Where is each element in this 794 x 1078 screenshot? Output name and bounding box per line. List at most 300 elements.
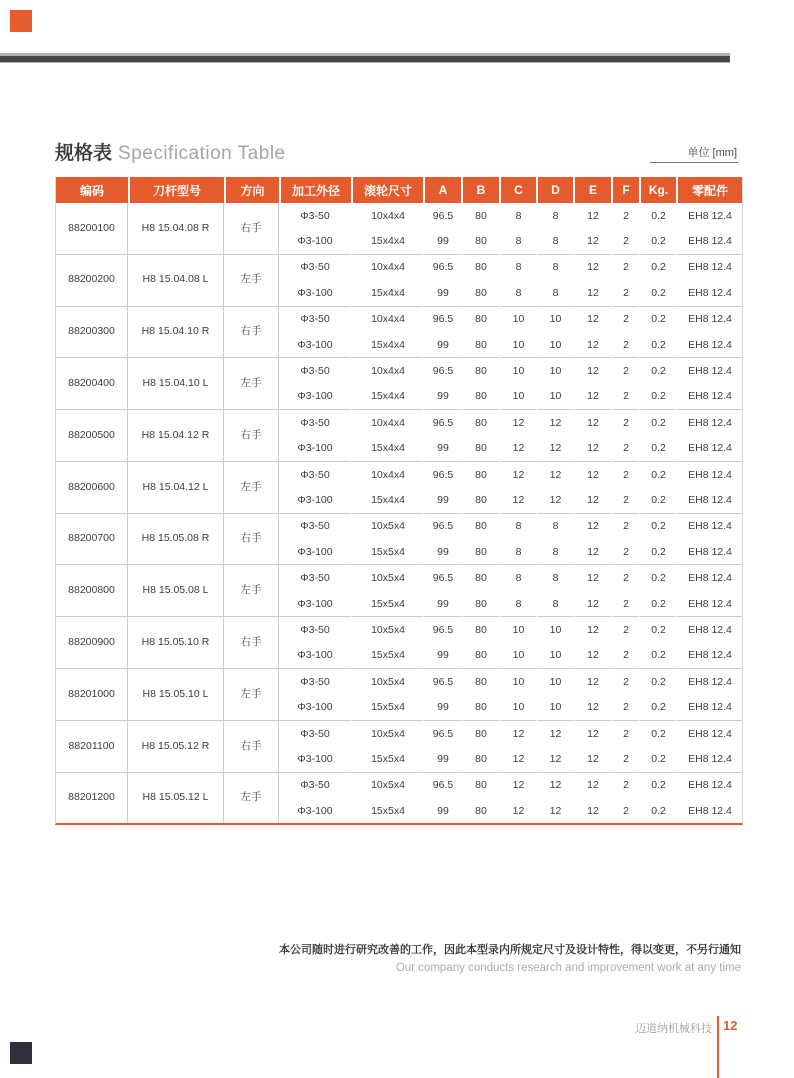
spec-row	[56, 564, 742, 590]
cell-value: 15x4x4	[351, 384, 423, 409]
cell-value: 80	[461, 280, 499, 305]
cell-value: 80	[461, 746, 499, 771]
cell-value: 10	[536, 357, 573, 383]
cell-value: 12	[499, 720, 536, 746]
cell-value: 2	[611, 616, 639, 642]
cell-model: H8 15.04.10 R	[128, 306, 224, 358]
header-cell: 零配件	[676, 177, 742, 203]
cell-value: 10	[536, 332, 573, 357]
cell-value: 8	[499, 228, 536, 253]
cell-value: Φ3-50	[279, 357, 351, 383]
cell-value: 80	[461, 254, 499, 280]
cell-value: EH8 12.4	[676, 513, 742, 539]
cell-value: 8	[536, 203, 573, 228]
cell-value: 2	[611, 461, 639, 487]
cell-code: 88200500	[56, 409, 128, 461]
cell-code: 88200200	[56, 254, 128, 306]
cell-value: 2	[611, 254, 639, 280]
cell-model: H8 15.04.12 L	[128, 461, 224, 513]
cell-value: 12	[573, 694, 611, 719]
cell-model: H8 15.04.08 R	[128, 203, 224, 254]
cell-direction: 左手	[224, 564, 279, 616]
cell-value: 15x5x4	[351, 539, 423, 564]
page-title-en: Specification Table	[118, 143, 286, 164]
cell-value: Φ3-100	[279, 436, 351, 461]
cell-value: EH8 12.4	[676, 436, 742, 461]
cell-value: 12	[536, 746, 573, 771]
footer-company: 迈道纳机械科技	[635, 1023, 712, 1035]
cell-value: 12	[499, 409, 536, 435]
cell-value: 0.2	[639, 254, 676, 280]
cell-value: 80	[461, 487, 499, 512]
spec-row	[56, 616, 742, 642]
cell-value: 0.2	[639, 461, 676, 487]
cell-value: 15x5x4	[351, 694, 423, 719]
cell-value: 12	[573, 254, 611, 280]
cell-direction: 左手	[224, 772, 279, 824]
cell-value: Φ3-100	[279, 228, 351, 253]
cell-value: 0.2	[639, 694, 676, 719]
cell-value: 12	[573, 513, 611, 539]
cell-value: 0.2	[639, 746, 676, 771]
cell-value: 10x4x4	[351, 409, 423, 435]
page-title-zh: 规格表	[55, 143, 113, 164]
cell-direction: 右手	[224, 513, 279, 565]
cell-value: 12	[573, 357, 611, 383]
cell-value: 80	[461, 306, 499, 332]
cell-value: 8	[499, 254, 536, 280]
header-cell: D	[536, 177, 573, 203]
cell-value: 12	[499, 746, 536, 771]
cell-value: 12	[573, 746, 611, 771]
cell-value: 80	[461, 539, 499, 564]
cell-value: 99	[423, 746, 461, 771]
spec-table-body	[56, 203, 742, 823]
cell-value: 96.5	[423, 720, 461, 746]
cell-value: 15x5x4	[351, 591, 423, 616]
cell-value: 80	[461, 798, 499, 823]
cell-value: 8	[536, 564, 573, 590]
header-cell: A	[423, 177, 461, 203]
cell-value: 12	[499, 798, 536, 823]
cell-value: 2	[611, 720, 639, 746]
footer-divider-line	[717, 1016, 719, 1078]
cell-value: 12	[573, 409, 611, 435]
cell-value: 12	[573, 461, 611, 487]
cell-value: 80	[461, 720, 499, 746]
cell-value: 96.5	[423, 513, 461, 539]
cell-value: EH8 12.4	[676, 280, 742, 305]
cell-code: 88200800	[56, 564, 128, 616]
cell-value: 12	[573, 772, 611, 798]
cell-value: 12	[536, 798, 573, 823]
cell-value: EH8 12.4	[676, 254, 742, 280]
cell-model: H8 15.05.10 R	[128, 616, 224, 668]
cell-value: 12	[499, 487, 536, 512]
cell-value: 10	[536, 668, 573, 694]
cell-value: 0.2	[639, 616, 676, 642]
cell-value: 0.2	[639, 228, 676, 253]
cell-value: 80	[461, 409, 499, 435]
cell-value: 15x4x4	[351, 487, 423, 512]
cell-value: 99	[423, 694, 461, 719]
spec-row	[56, 668, 742, 694]
disclaimer-en: Our company conducts research and improvement work at any time	[395, 962, 741, 974]
cell-value: 10x4x4	[351, 357, 423, 383]
cell-code: 88200600	[56, 461, 128, 513]
cell-value: 10	[499, 384, 536, 409]
cell-value: 12	[573, 643, 611, 668]
cell-value: 0.2	[639, 798, 676, 823]
cell-value: 8	[536, 539, 573, 564]
cell-value: Φ3-100	[279, 280, 351, 305]
cell-value: 12	[573, 203, 611, 228]
cell-value: 0.2	[639, 513, 676, 539]
cell-value: 12	[499, 436, 536, 461]
cell-value: 96.5	[423, 772, 461, 798]
cell-value: Φ3-100	[279, 746, 351, 771]
cell-value: 10x5x4	[351, 720, 423, 746]
cell-value: Φ3-50	[279, 772, 351, 798]
cell-value: 96.5	[423, 357, 461, 383]
cell-value: 0.2	[639, 332, 676, 357]
cell-value: 10	[499, 357, 536, 383]
cell-value: 12	[536, 409, 573, 435]
cell-model: H8 15.04.12 R	[128, 409, 224, 461]
cell-value: 80	[461, 668, 499, 694]
unit-label: 单位 [mm]	[687, 147, 737, 159]
cell-value: 80	[461, 228, 499, 253]
cell-value: 10	[536, 694, 573, 719]
cell-value: 10x4x4	[351, 461, 423, 487]
cell-value: 0.2	[639, 436, 676, 461]
cell-value: Φ3-100	[279, 798, 351, 823]
cell-model: H8 15.05.08 R	[128, 513, 224, 565]
cell-value: 12	[573, 436, 611, 461]
cell-value: 8	[499, 539, 536, 564]
cell-value: Φ3-50	[279, 203, 351, 228]
cell-value: Φ3-100	[279, 643, 351, 668]
cell-value: 99	[423, 591, 461, 616]
cell-value: 8	[536, 591, 573, 616]
cell-code: 88200700	[56, 513, 128, 565]
page-number: 12	[723, 1018, 738, 1033]
cell-value: 2	[611, 539, 639, 564]
page-title	[55, 142, 286, 166]
cell-value: 12	[573, 384, 611, 409]
cell-value: 15x5x4	[351, 798, 423, 823]
cell-value: EH8 12.4	[676, 564, 742, 590]
spec-row	[56, 720, 742, 746]
cell-value: EH8 12.4	[676, 591, 742, 616]
cell-value: Φ3-50	[279, 616, 351, 642]
cell-value: 10	[499, 616, 536, 642]
top-rule-bar	[0, 53, 730, 63]
cell-value: 12	[573, 306, 611, 332]
cell-value: 12	[536, 720, 573, 746]
cell-value: 99	[423, 487, 461, 512]
cell-value: 12	[573, 228, 611, 253]
cell-value: 15x4x4	[351, 436, 423, 461]
cell-value: EH8 12.4	[676, 357, 742, 383]
cell-value: 2	[611, 436, 639, 461]
cell-value: EH8 12.4	[676, 409, 742, 435]
header-cell: B	[461, 177, 499, 203]
cell-value: 96.5	[423, 254, 461, 280]
cell-value: 96.5	[423, 668, 461, 694]
cell-value: 8	[499, 591, 536, 616]
cell-value: EH8 12.4	[676, 203, 742, 228]
cell-value: 12	[573, 280, 611, 305]
cell-code: 88201200	[56, 772, 128, 824]
cell-value: 2	[611, 746, 639, 771]
spec-row	[56, 306, 742, 332]
cell-value: 80	[461, 643, 499, 668]
cell-value: 10	[499, 668, 536, 694]
cell-value: 12	[573, 332, 611, 357]
cell-code: 88200100	[56, 203, 128, 254]
cell-value: 0.2	[639, 203, 676, 228]
cell-value: 0.2	[639, 564, 676, 590]
cell-value: 2	[611, 332, 639, 357]
cell-value: Φ3-100	[279, 539, 351, 564]
cell-direction: 右手	[224, 203, 279, 254]
cell-value: 2	[611, 228, 639, 253]
cell-value: 10x4x4	[351, 203, 423, 228]
cell-value: 0.2	[639, 487, 676, 512]
cell-value: 80	[461, 357, 499, 383]
cell-value: 10	[536, 306, 573, 332]
cell-value: 80	[461, 616, 499, 642]
cell-value: 0.2	[639, 409, 676, 435]
cell-value: Φ3-50	[279, 461, 351, 487]
cell-value: 2	[611, 306, 639, 332]
cell-value: Φ3-50	[279, 513, 351, 539]
cell-value: 12	[573, 720, 611, 746]
cell-value: EH8 12.4	[676, 539, 742, 564]
spec-row	[56, 203, 742, 228]
cell-value: EH8 12.4	[676, 228, 742, 253]
cell-value: 12	[536, 487, 573, 512]
cell-value: 0.2	[639, 384, 676, 409]
cell-value: EH8 12.4	[676, 798, 742, 823]
spec-table	[55, 177, 743, 825]
cell-value: 8	[536, 254, 573, 280]
cell-value: Φ3-100	[279, 487, 351, 512]
cell-value: 10	[499, 332, 536, 357]
cell-value: 80	[461, 513, 499, 539]
cell-code: 88201000	[56, 668, 128, 720]
cell-value: 96.5	[423, 306, 461, 332]
cell-value: 0.2	[639, 720, 676, 746]
cell-value: 8	[499, 513, 536, 539]
cell-value: 80	[461, 436, 499, 461]
corner-accent-top	[10, 10, 32, 32]
cell-value: 99	[423, 539, 461, 564]
spec-table-header-row	[56, 177, 742, 203]
cell-value: 2	[611, 564, 639, 590]
cell-value: 2	[611, 384, 639, 409]
cell-code: 88200300	[56, 306, 128, 358]
cell-value: 12	[536, 461, 573, 487]
cell-direction: 左手	[224, 668, 279, 720]
cell-value: 99	[423, 384, 461, 409]
cell-value: EH8 12.4	[676, 384, 742, 409]
cell-value: 12	[573, 487, 611, 512]
cell-value: 10	[499, 306, 536, 332]
cell-model: H8 15.04.10 L	[128, 357, 224, 409]
cell-value: 80	[461, 772, 499, 798]
cell-value: 2	[611, 487, 639, 512]
cell-value: 96.5	[423, 564, 461, 590]
cell-value: 99	[423, 280, 461, 305]
cell-code: 88200900	[56, 616, 128, 668]
cell-value: 99	[423, 332, 461, 357]
cell-model: H8 15.05.12 L	[128, 772, 224, 824]
cell-value: 2	[611, 668, 639, 694]
cell-direction: 右手	[224, 306, 279, 358]
cell-value: 8	[536, 280, 573, 305]
cell-value: 80	[461, 591, 499, 616]
spec-row	[56, 357, 742, 383]
cell-value: EH8 12.4	[676, 772, 742, 798]
header-cell: 刀杆型号	[128, 177, 224, 203]
cell-value: 15x5x4	[351, 746, 423, 771]
cell-value: 12	[536, 772, 573, 798]
cell-value: EH8 12.4	[676, 668, 742, 694]
cell-value: 12	[573, 668, 611, 694]
header-cell: Kg.	[639, 177, 676, 203]
cell-value: Φ3-100	[279, 332, 351, 357]
cell-value: Φ3-50	[279, 254, 351, 280]
cell-value: 12	[573, 539, 611, 564]
cell-value: 10x5x4	[351, 513, 423, 539]
cell-value: 12	[499, 772, 536, 798]
cell-value: 0.2	[639, 306, 676, 332]
cell-direction: 右手	[224, 720, 279, 772]
header-cell: 方向	[224, 177, 279, 203]
cell-value: 10x5x4	[351, 616, 423, 642]
cell-value: Φ3-50	[279, 564, 351, 590]
cell-value: EH8 12.4	[676, 487, 742, 512]
header-cell: E	[573, 177, 611, 203]
cell-value: 15x4x4	[351, 280, 423, 305]
cell-value: 99	[423, 228, 461, 253]
cell-value: 10	[536, 616, 573, 642]
cell-value: 96.5	[423, 203, 461, 228]
cell-value: 80	[461, 461, 499, 487]
cell-code: 88201100	[56, 720, 128, 772]
cell-value: 99	[423, 436, 461, 461]
cell-value: 2	[611, 357, 639, 383]
cell-value: 12	[573, 616, 611, 642]
cell-model: H8 15.04.08 L	[128, 254, 224, 306]
cell-value: 96.5	[423, 409, 461, 435]
cell-value: 10x5x4	[351, 668, 423, 694]
cell-value: 2	[611, 772, 639, 798]
cell-direction: 右手	[224, 409, 279, 461]
cell-value: Φ3-50	[279, 409, 351, 435]
cell-value: 99	[423, 643, 461, 668]
spec-row	[56, 409, 742, 435]
cell-code: 88200400	[56, 357, 128, 409]
cell-model: H8 15.05.08 L	[128, 564, 224, 616]
cell-value: 80	[461, 203, 499, 228]
cell-value: 10	[499, 643, 536, 668]
cell-value: EH8 12.4	[676, 720, 742, 746]
header-cell: 编码	[56, 177, 128, 203]
cell-value: 96.5	[423, 461, 461, 487]
cell-value: EH8 12.4	[676, 643, 742, 668]
cell-value: 10x5x4	[351, 564, 423, 590]
spec-row	[56, 513, 742, 539]
cell-value: 12	[573, 564, 611, 590]
cell-value: 10	[499, 694, 536, 719]
cell-direction: 左手	[224, 461, 279, 513]
cell-value: 2	[611, 694, 639, 719]
disclaimer	[155, 941, 741, 978]
header-cell: 加工外径	[279, 177, 351, 203]
disclaimer-zh: 本公司随时进行研究改善的工作，因此本型录内所规定尺寸及设计特性，得以变更，不另行通知	[279, 944, 741, 956]
spec-row	[56, 461, 742, 487]
cell-value: 80	[461, 332, 499, 357]
cell-value: 80	[461, 694, 499, 719]
cell-value: 10x4x4	[351, 306, 423, 332]
cell-value: 10x4x4	[351, 254, 423, 280]
cell-value: 96.5	[423, 616, 461, 642]
cell-value: 0.2	[639, 539, 676, 564]
cell-value: 2	[611, 643, 639, 668]
spec-table-wrap	[55, 177, 743, 825]
cell-value: EH8 12.4	[676, 694, 742, 719]
cell-value: 0.2	[639, 280, 676, 305]
cell-value: 15x4x4	[351, 332, 423, 357]
header-cell: F	[611, 177, 639, 203]
cell-model: H8 15.05.10 L	[128, 668, 224, 720]
cell-value: 10	[536, 384, 573, 409]
cell-value: Φ3-100	[279, 384, 351, 409]
cell-value: 10	[536, 643, 573, 668]
cell-value: 15x4x4	[351, 228, 423, 253]
header-cell: C	[499, 177, 536, 203]
cell-value: 12	[499, 461, 536, 487]
cell-value: 12	[573, 798, 611, 823]
cell-value: 12	[573, 591, 611, 616]
corner-accent-bottom	[10, 1042, 32, 1064]
cell-value: 8	[536, 513, 573, 539]
cell-direction: 左手	[224, 254, 279, 306]
cell-value: EH8 12.4	[676, 332, 742, 357]
cell-value: Φ3-100	[279, 694, 351, 719]
cell-value: EH8 12.4	[676, 461, 742, 487]
cell-value: 2	[611, 280, 639, 305]
cell-value: 0.2	[639, 357, 676, 383]
cell-value: 12	[536, 436, 573, 461]
cell-value: 0.2	[639, 591, 676, 616]
cell-value: 0.2	[639, 772, 676, 798]
cell-value: 0.2	[639, 668, 676, 694]
cell-value: 2	[611, 798, 639, 823]
cell-value: 15x5x4	[351, 643, 423, 668]
cell-value: 2	[611, 409, 639, 435]
spec-row	[56, 772, 742, 798]
header-cell: 滚轮尺寸	[351, 177, 423, 203]
cell-value: 8	[499, 564, 536, 590]
cell-value: 8	[499, 280, 536, 305]
cell-model: H8 15.05.12 R	[128, 720, 224, 772]
cell-value: Φ3-100	[279, 591, 351, 616]
cell-direction: 左手	[224, 357, 279, 409]
